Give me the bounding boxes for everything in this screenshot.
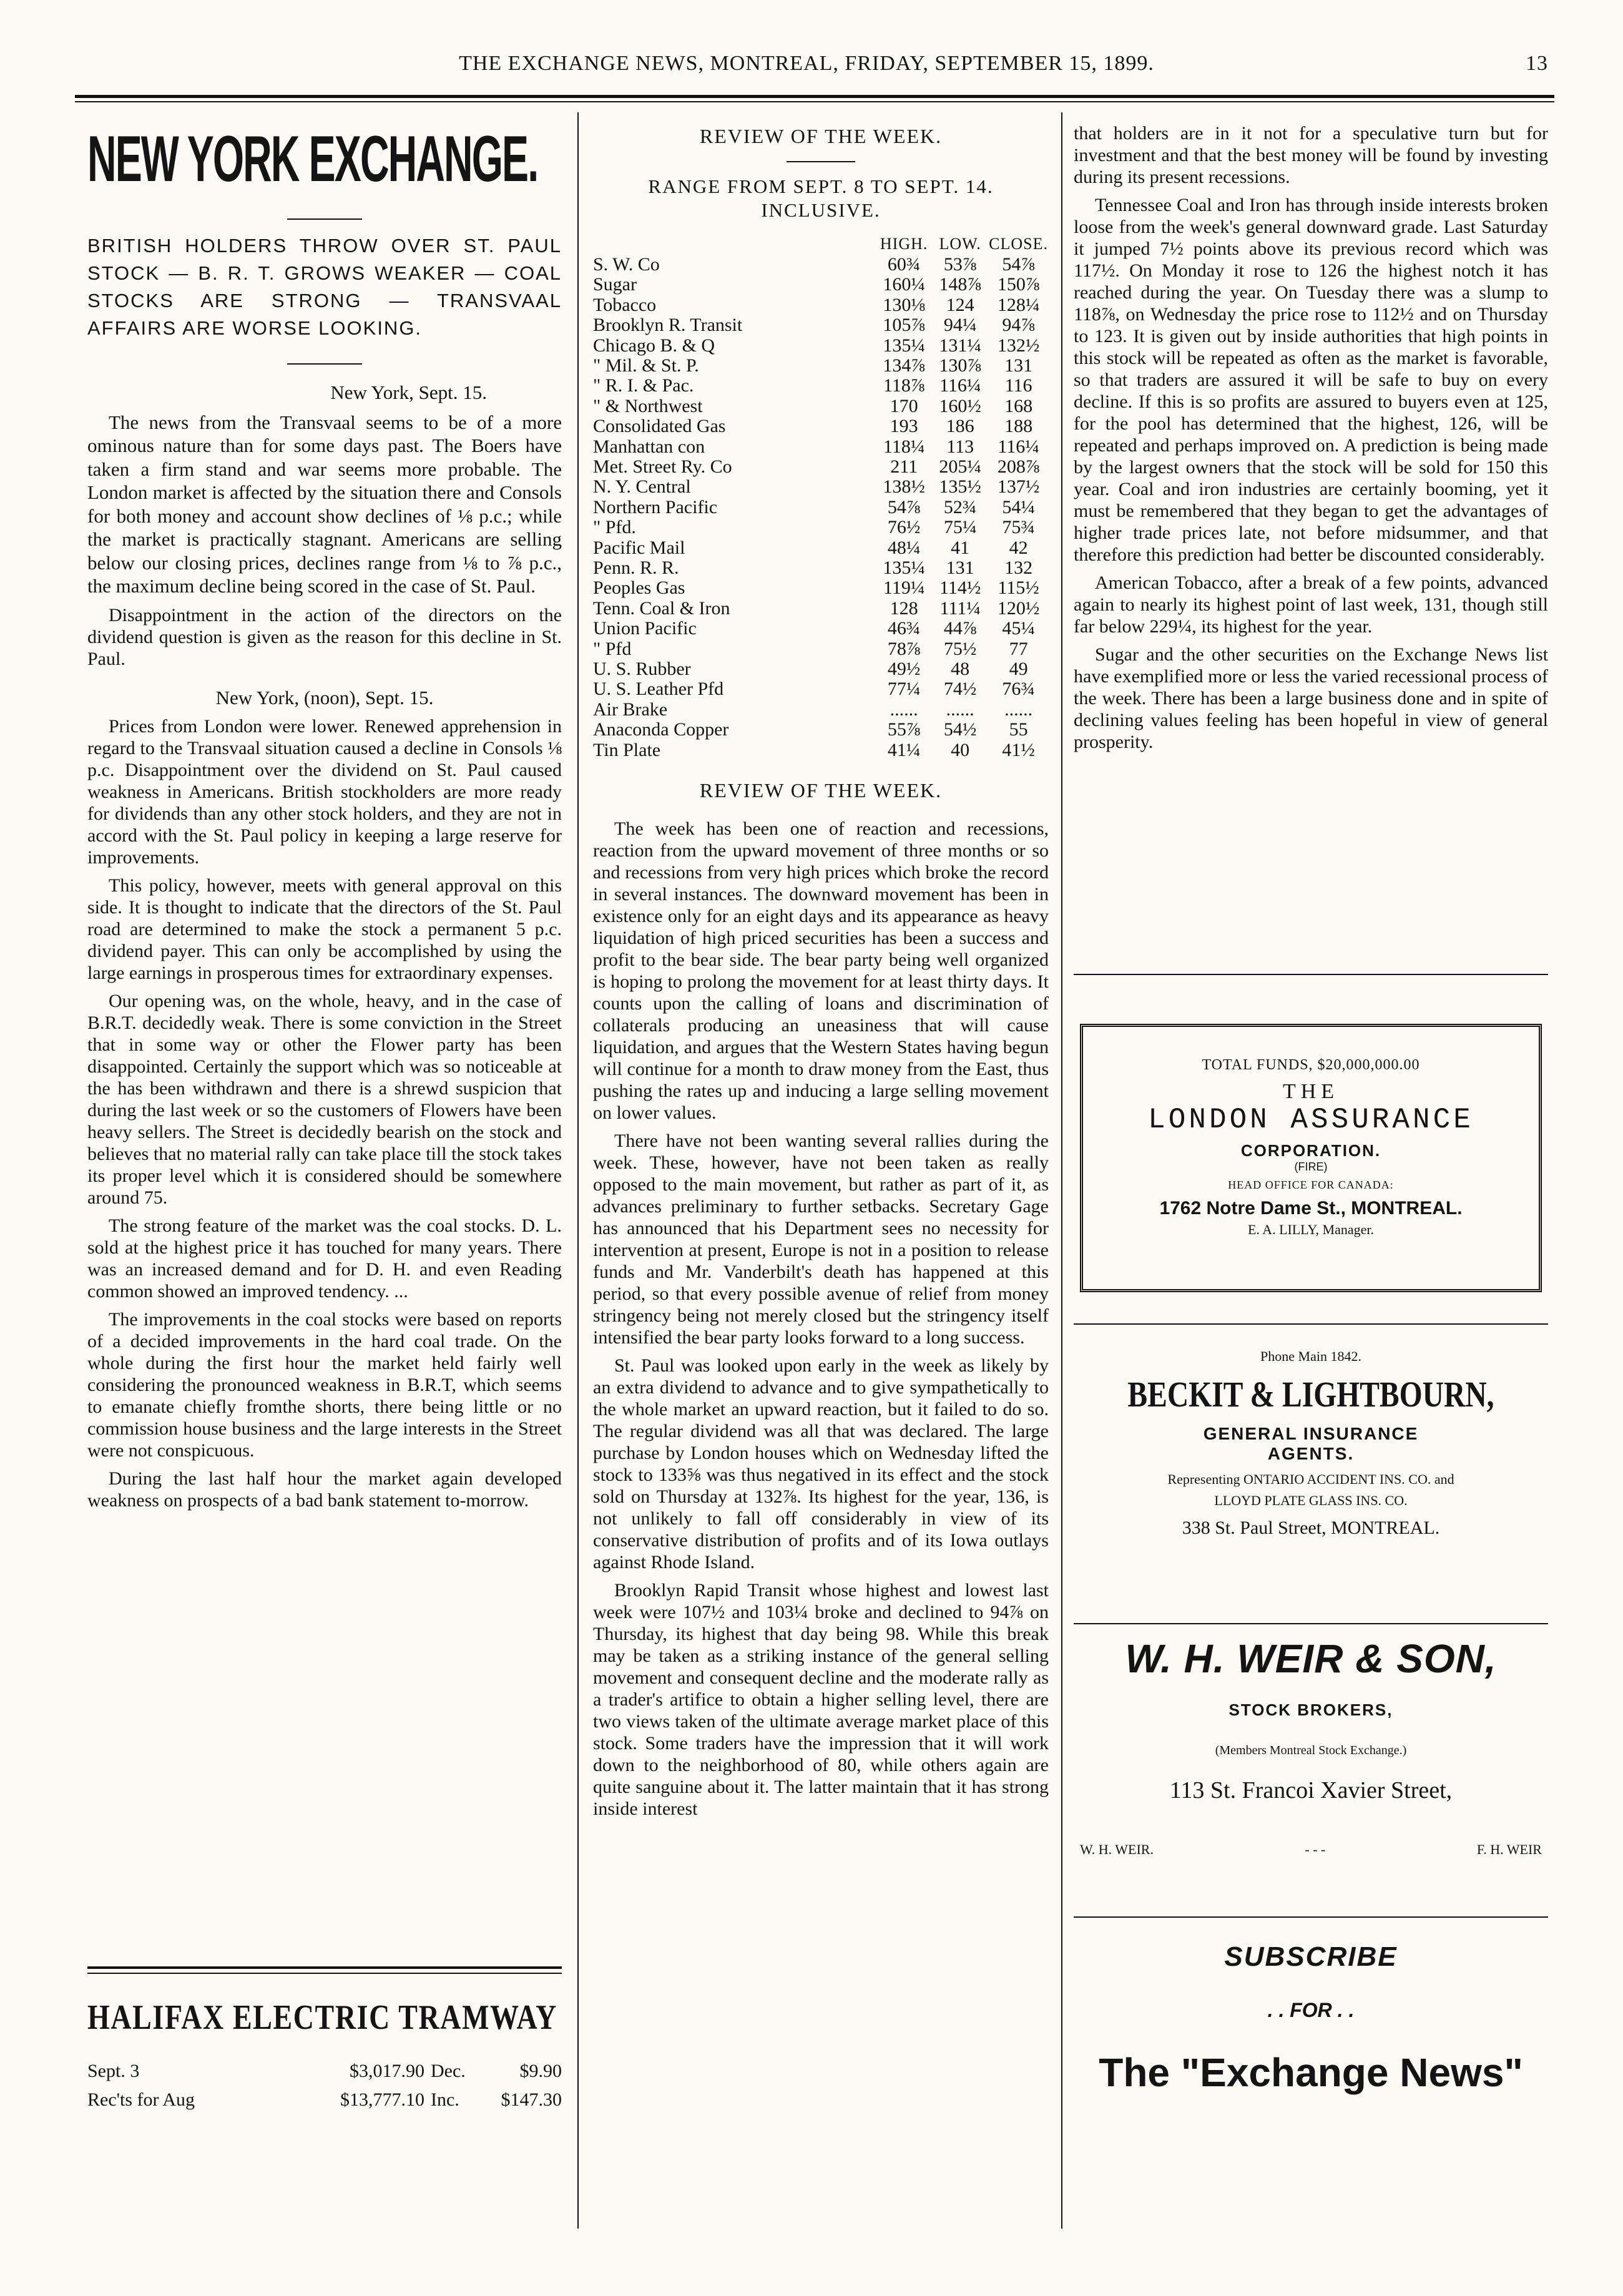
stock-high: 170 — [890, 395, 918, 416]
masthead-title: THE EXCHANGE NEWS, MONTREAL, FRIDAY, SEPTEMBER 15, 1899. — [459, 52, 1154, 75]
stock-low: 160½ — [939, 395, 981, 416]
stock-name: Tobacco — [593, 294, 657, 315]
stock-row — [593, 477, 1049, 497]
halifax-label: Sept. 3 — [87, 2061, 140, 2081]
stock-row — [593, 700, 1049, 720]
stock-high: 135¼ — [883, 557, 925, 578]
stock-low: 205¼ — [939, 456, 981, 477]
stock-close: 115½ — [998, 577, 1039, 599]
article-paragraph: The improvements in the coal stocks were based on reports of a decided improvements in the hard coal trade. On the whole during the first hour the market held fairly well considering the pronounced weakness in B.R.T, which seems to emanate chiefly fromthe shorts, there being little or no commission house business and the large interests in the Street were not conspicuous. — [87, 1309, 562, 1461]
stock-row — [593, 720, 1049, 740]
stock-row — [593, 457, 1049, 477]
ad-company-name: BECKIT & LIGHTBOURN, — [1127, 1374, 1494, 1415]
stock-name: S. W. Co — [593, 253, 660, 275]
article-paragraph: Our opening was, on the whole, heavy, and in the case of B.R.T. decidedly weak. There is some conviction in the Street that in some way or other the Flower party has been disappointed. Certainly the support which was so noticeable at the has been withdrawn and there is a shrewd suspicion that during the last week or so the customers of Flowers have been heavy sellers. The Street is decidedly bearish on the stock and believes that no material rally can take place till the stock takes its proper level which it is considered should be somewhere around 75. — [87, 991, 562, 1208]
stock-row — [593, 599, 1049, 619]
stock-close: 131 — [1004, 355, 1033, 376]
stock-close: 45¼ — [1002, 618, 1035, 639]
stock-name: Brooklyn R. Transit — [593, 315, 743, 336]
stock-name: " Pfd — [593, 638, 632, 659]
stock-row — [593, 396, 1049, 416]
ad-principal-right: F. H. WEIR — [1476, 1842, 1542, 1857]
stock-low: 114½ — [939, 577, 981, 599]
stock-row — [593, 639, 1049, 659]
ad-manager: E. A. LILLY, Manager. — [1247, 1222, 1375, 1237]
stock-low: 111¼ — [939, 597, 981, 619]
review-rule — [787, 161, 855, 162]
column-2 — [593, 125, 1049, 1826]
stock-name: Sugar — [593, 274, 637, 295]
stock-high: 46¾ — [887, 618, 921, 639]
ad-address: 338 St. Paul Street, MONTREAL. — [1182, 1518, 1440, 1538]
ad-representing-2: LLOYD PLATE GLASS INS. CO. — [1214, 1493, 1408, 1508]
stock-high: 135¼ — [883, 335, 925, 356]
halifax-diff: $9.90 — [519, 2061, 562, 2081]
column-3 — [1074, 122, 1548, 759]
halifax-label: Rec'ts for Aug — [87, 2089, 195, 2110]
stock-high: 128 — [890, 597, 918, 619]
stock-high: 138½ — [883, 476, 925, 498]
stock-close: 116¼ — [998, 436, 1039, 457]
deck: BRITISH HOLDERS THROW OVER ST. PAUL STOCK — B. R. T. GROWS WEAKER — COAL STOCKS ARE STRONG — TRANSVAAL AFFAIRS ARE WORSE LOOKING. — [87, 235, 562, 339]
stock-close: 75¾ — [1002, 517, 1035, 538]
stock-low: 113 — [946, 436, 974, 457]
halifax-title: HALIFAX ELECTRIC TRAMWAY — [87, 1998, 557, 2037]
stock-name: Chicago B. & Q — [593, 335, 715, 356]
subscribe-box — [1074, 1941, 1548, 2096]
ad-fire: (FIRE) — [1294, 1160, 1328, 1173]
stock-name: Consolidated Gas — [593, 416, 726, 437]
stock-close: 188 — [1004, 416, 1033, 437]
stock-close: 42 — [1009, 537, 1028, 558]
ad-company-name: W. H. WEIR & SON, — [1125, 1636, 1497, 1681]
article-paragraph: American Tobacco, after a break of a few points, advanced again to nearly its highest point of last week, 131, though still far below 229¼, its highest for the year. — [1074, 572, 1548, 637]
stock-row — [593, 376, 1049, 396]
ad-stock-brokers: STOCK BROKERS, — [1228, 1700, 1393, 1719]
price-table-header — [593, 233, 1049, 255]
stock-row — [593, 679, 1049, 699]
stock-high: 49½ — [887, 659, 921, 680]
stock-close: ...... — [1004, 699, 1033, 720]
stock-high: 134⅞ — [883, 355, 925, 376]
stock-high: 76½ — [887, 517, 921, 538]
ad-the: THE — [1282, 1080, 1340, 1103]
stock-row — [593, 315, 1049, 335]
stock-close: 54¼ — [1002, 496, 1035, 518]
article-paragraph: The week has been one of reaction and recessions, reaction from the upward movement of three months or so and recessions from very high prices which broke the record in several instances. The downward movement has been in existence only for an eight days and its appearance as heavy liquidation of high priced securities has been a success and profit to the bear side. The bear party being well organized is hoping to prolong the movement for at least thirty days. It counts upon the calling of loans and discrimination of collaterals producing an uneasiness that will cause liquidation, and argues that the Western States having begun will continue for a month to draw money from the East, thus pushing the rates up and inducing a large selling movement on lower values. — [593, 818, 1049, 1123]
stock-name: Manhattan con — [593, 436, 705, 457]
stock-name: Air Brake — [593, 699, 668, 720]
article-paragraph: that holders are in it not for a speculative turn but for investment and that the best money will be found by investing during its present recessions. — [1074, 123, 1548, 187]
stock-high: 60¾ — [887, 253, 921, 275]
halifax-kind: Inc. — [431, 2089, 459, 2110]
stock-high: 105⅞ — [883, 315, 925, 336]
stock-name: Pacific Mail — [593, 537, 685, 558]
col3-rule-3 — [1074, 1623, 1548, 1624]
stock-high: 78⅞ — [887, 638, 921, 659]
stock-name: Met. Street Ry. Co — [593, 456, 732, 477]
stock-close: 120½ — [997, 597, 1040, 619]
ad-weir-son — [1074, 1636, 1548, 1858]
stock-name: Tenn. Coal & Iron — [593, 597, 730, 619]
stock-low: 52¾ — [943, 496, 977, 518]
halifax-rule-top-thin — [87, 1973, 562, 1974]
article-paragraph: Brooklyn Rapid Transit whose highest and lowest last week were 107½ and 103¼ broke and declined to 94⅞ on Thursday, its highest that day being 98. While this break may be taken as a striking instance of the general selling movement and consequent decline and the moderate rally as a trader's artifice to obtain a higher selling level, there are two views taken of the ultimate average market place of this stock. Some traders have the impression that it will work down to the neighborhood of 80, while others again are quite sanguine about it. The latter maintain that it has strong inside interest — [593, 1579, 1049, 1819]
stock-name: U. S. Rubber — [593, 659, 691, 680]
ad-beckit-lightbourn — [1074, 1348, 1548, 1539]
subscribe-for: . . FOR . . — [1267, 1999, 1355, 2021]
halifax-amount: $3,017.90 — [350, 2061, 424, 2081]
stock-row — [593, 295, 1049, 315]
stock-low: 116¼ — [939, 375, 981, 396]
ad-principals — [1074, 1842, 1548, 1858]
col3-rule-2 — [1074, 1323, 1548, 1325]
stock-close: 168 — [1004, 395, 1033, 416]
stock-name: " Mil. & St. P. — [593, 355, 699, 376]
halifax-diff: $147.30 — [501, 2089, 562, 2110]
masthead-rule — [75, 95, 1554, 98]
stock-row — [593, 275, 1049, 295]
article-paragraph: During the last half hour the market again developed weakness on prospects of a bad bank statement to-morrow. — [87, 1468, 562, 1511]
stock-close: 128¼ — [997, 294, 1040, 315]
ad-representing: Representing ONTARIO ACCIDENT INS. CO. and — [1167, 1471, 1454, 1487]
article-paragraph: Disappointment in the action of the directors on the dividend question is given as the reason for this decline in St. Paul. — [87, 604, 562, 669]
article-paragraph: St. Paul was looked upon early in the week as likely by an extra dividend to advance and to give sympathetically to the whole market an upward reaction, but it failed to do so. The regular dividend was all that was declared. The large purchase by London houses which on Wednesday lifted the stock to 133⅝ was thus negatived in its effect and the stock sold on Thursday at 132⅞. Its highest for the year, 136, is not unlikely to fall off considerably in view of its conservative distribution of profits and of its Iowa outlays against Rhode Island. — [593, 1355, 1049, 1572]
halifax-heading-box — [87, 1998, 562, 2041]
subscribe-line: SUBSCRIBE — [1224, 1941, 1398, 1972]
stock-row — [593, 416, 1049, 436]
stock-name: Northern Pacific — [593, 496, 718, 518]
stock-name: Anaconda Copper — [593, 719, 729, 740]
stock-low: 44⅞ — [943, 618, 977, 639]
ad-funds: TOTAL FUNDS, $20,000,000.00 — [1202, 1057, 1420, 1073]
stock-close: 41½ — [1002, 739, 1035, 760]
halifax-amount: $13,777.10 — [340, 2089, 424, 2110]
stock-row — [593, 538, 1049, 558]
col3-rule — [1074, 974, 1548, 975]
halifax-rows — [87, 2057, 562, 2114]
article-paragraph: There have not been wanting several rallies during the week. These, however, have not been taken as really opposed to the main movement, but rather as part of it, as advances preliminary to further setbacks. Secretary Gage has announced that his Department sees no necessity for intervention at present, Europe is not in a position to release funds and Mr. Vanderbilt's death has happened at this period, so that every possible avenue of relief from money stringency being not merely closed but the stringency itself intensified the bear party looks forward to a long success. — [593, 1130, 1049, 1348]
stock-close: 150⅞ — [997, 274, 1040, 295]
stock-low: 131 — [946, 557, 974, 578]
stock-low: 94¼ — [943, 315, 977, 336]
stock-low: 124 — [946, 294, 974, 315]
stock-low: 186 — [946, 416, 974, 437]
ad-address: 113 St. Francoi Xavier Street, — [1169, 1777, 1453, 1803]
stock-row — [593, 356, 1049, 376]
col3-rule-4 — [1074, 1916, 1548, 1918]
stock-high: 55⅞ — [887, 719, 921, 740]
stock-close: 55 — [1009, 719, 1028, 740]
masthead-rule-thin — [75, 101, 1554, 102]
stock-high: 54⅞ — [887, 496, 921, 518]
halifax-kind: Dec. — [431, 2061, 466, 2081]
ad-phone: Phone Main 1842. — [1260, 1348, 1361, 1364]
stock-close: 54⅞ — [1002, 253, 1035, 275]
stock-low: 75¼ — [943, 517, 977, 538]
stock-name: Penn. R. R. — [593, 557, 679, 578]
dateline-1: New York, Sept. 15. — [330, 381, 487, 403]
stock-low: ...... — [946, 699, 974, 720]
ad-corporation: CORPORATION. — [1240, 1141, 1381, 1160]
stock-high: 77¼ — [887, 679, 921, 700]
header-close: CLOSE. — [989, 234, 1048, 253]
stock-low: 130⅞ — [939, 355, 981, 376]
stock-low: 53⅞ — [943, 253, 977, 275]
headline: NEW YORK EXCHANGE. — [87, 123, 538, 195]
review-title: REVIEW OF THE WEEK. — [699, 125, 943, 147]
stock-name: N. Y. Central — [593, 476, 691, 498]
stock-close: 132 — [1004, 557, 1033, 578]
stock-low: 75½ — [943, 638, 977, 659]
stock-name: " R. I. & Pac. — [593, 375, 694, 396]
halifax-row — [87, 2057, 562, 2086]
subscribe-paper-name: The "Exchange News" — [1099, 2050, 1523, 2095]
stock-close: 116 — [1004, 375, 1032, 396]
stock-high: 130⅛ — [883, 294, 925, 315]
stock-row — [593, 437, 1049, 457]
stock-row — [593, 498, 1049, 518]
stock-close: 132½ — [997, 335, 1040, 356]
page-number: 13 — [1526, 52, 1548, 75]
stock-close: 94⅞ — [1002, 315, 1035, 336]
stock-close: 137½ — [997, 476, 1040, 498]
ad-address: 1762 Notre Dame St., MONTREAL. — [1159, 1198, 1463, 1219]
stock-high: 119¼ — [883, 577, 925, 599]
stock-row — [593, 659, 1049, 679]
stock-name: " Pfd. — [593, 517, 636, 538]
stock-high: 118¼ — [883, 436, 925, 457]
ad-general-insurance: GENERAL INSURANCE — [1203, 1424, 1419, 1443]
stock-name: U. S. Leather Pfd — [593, 679, 724, 700]
article-paragraph: The strong feature of the market was the coal stocks. D. L. sold at the highest price it has touched for many years. There was an increased demand and for D. H. and even Reading common showed an improved tendency. ... — [87, 1215, 562, 1302]
column-1 — [87, 125, 562, 1518]
stock-low: 148⅞ — [939, 274, 981, 295]
stock-row — [593, 336, 1049, 356]
stock-low: 74½ — [943, 679, 977, 700]
stock-high: 41¼ — [887, 739, 921, 760]
stock-high: 118⅞ — [883, 375, 925, 396]
stock-high: 48¼ — [887, 537, 921, 558]
column-divider-2 — [1061, 112, 1062, 2229]
ad-london-assurance — [1080, 1024, 1542, 1292]
ad-members: (Members Montreal Stock Exchange.) — [1215, 1744, 1407, 1757]
stock-low: 40 — [951, 739, 970, 760]
review-title-2: REVIEW OF THE WEEK. — [699, 779, 943, 802]
stock-close: 49 — [1009, 659, 1028, 680]
stock-name: Peoples Gas — [593, 577, 685, 599]
ad-agents: AGENTS. — [1267, 1444, 1355, 1463]
stock-row — [593, 619, 1049, 639]
stock-low: 54½ — [943, 719, 977, 740]
stock-close: 76¾ — [1002, 679, 1035, 700]
stock-row — [593, 578, 1049, 598]
stock-name: Union Pacific — [593, 618, 697, 639]
halifax-row — [87, 2086, 562, 2114]
stock-high: 193 — [890, 416, 918, 437]
halifax-table — [87, 2057, 562, 2114]
stock-name: Tin Plate — [593, 739, 661, 760]
dateline-2: New York, (noon), Sept. 15. — [215, 686, 434, 709]
column-divider-1 — [577, 112, 579, 2229]
halifax-rule-top — [87, 1966, 562, 1969]
stock-high: 211 — [890, 456, 918, 477]
stock-low: 48 — [951, 659, 970, 680]
stock-low: 135½ — [939, 476, 981, 498]
ad-principal-left: W. H. WEIR. — [1080, 1842, 1154, 1857]
article-paragraph: The news from the Transvaal seems to be of a more ominous nature than for some days past. The Boers have taken a firm stand and war seems more probable. The London market is affected by the situation there and Consols for both money and account show declines of ⅛ p.c.; while the market is practically stagnant. Americans are selling below our closing prices, declines range from ⅛ to ⅞ p.c., the maximum decline being scored in the case of St. Paul. — [87, 411, 562, 597]
stock-row — [593, 558, 1049, 578]
deck-rule — [287, 363, 362, 365]
stock-low: 41 — [951, 537, 970, 558]
ad-company-name: LONDON ASSURANCE — [1148, 1104, 1474, 1136]
ad-dashes: - - - — [1305, 1842, 1326, 1857]
stock-close: 77 — [1009, 638, 1028, 659]
headline-rule — [287, 218, 362, 220]
article-paragraph: This policy, however, meets with general approval on this side. It is thought to indicate that the directors of the St. Paul road are determined to make the stock a permanent 5 p.c. dividend payer. This can only be accomplished by using the large earnings in prosperous times for extraordinary expenses. — [87, 875, 562, 983]
stock-row — [593, 255, 1049, 275]
stock-low: 131¼ — [939, 335, 981, 356]
stock-close: 208⅞ — [997, 456, 1040, 477]
header-high: HIGH. — [880, 234, 928, 253]
header-low: LOW. — [939, 234, 981, 253]
stock-row — [593, 518, 1049, 537]
range-title: RANGE FROM SEPT. 8 TO SEPT. 14. INCLUSIVE. — [648, 175, 994, 221]
stock-high: 160¼ — [883, 274, 925, 295]
stock-high: ...... — [890, 699, 918, 720]
price-table — [593, 233, 1049, 761]
article-paragraph: Prices from London were lower. Renewed apprehension in regard to the Transvaal situation caused a decline in Consols ⅛ p.c. Disappointment over the dividend on St. Paul caused weakness in Americans. British stockholders are more ready for dividends than any other stock holders, and they are not in accord with the St. Paul policy in keeping a large reserve for improvements. — [87, 716, 562, 868]
article-paragraph: Tennessee Coal and Iron has through inside interests broken loose from the week's general downward grade. Last Saturday it jumped 7½ points above its previous record which was 117½. On Monday it rose to 126 the highest notch it has reached during the year. On Tuesday there was a slump to 118⅞, on Wednesday the price rose to 112½ and on Thursday to 123. It is given out by inside authorities that high points in this stock will be repeated as often as the market is favorable, so that traders are assured it will be safe to buy on every decline. If this is so profits are assured to buyers even at 125, for the pool has determined that the highest, 126, will be repeated and perhaps improved on. A prediction is being made by the largest owners that the stock will be sold for 150 this year. Coal and iron industries are certainly booming, yet it must be remembered that they began to get the advantages of higher trade prices late, not before midsummer, and that therefore this prediction had better be discounted considerably. — [1074, 195, 1548, 565]
stock-row — [593, 740, 1049, 760]
ad-head-office: HEAD OFFICE FOR CANADA: — [1228, 1179, 1394, 1191]
masthead — [87, 45, 1548, 82]
article-paragraph: Sugar and the other securities on the Exchange News list have exemplified more or less the varied recessional process of the week. There has been a large business done and in spite of declining values feeling has been hopeful in view of general prosperity. — [1074, 644, 1548, 752]
stock-name: " & Northwest — [593, 395, 703, 416]
